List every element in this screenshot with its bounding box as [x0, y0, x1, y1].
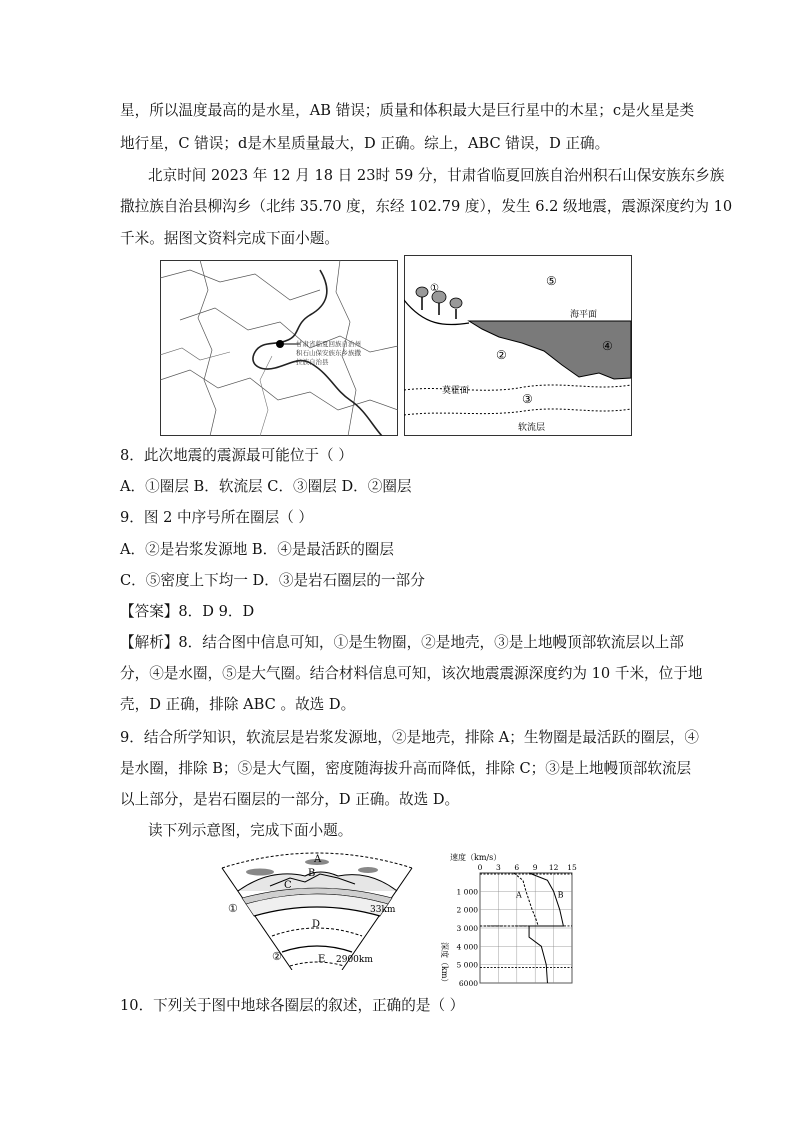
text-line-3: 北京时间 2023 年 12 月 18 日 23时 59 分，甘肃省临夏回族自治州积石山保安族东乡族	[148, 167, 725, 184]
question-9-options-cd: C．⑤密度上下均一 D．③是岩石圈层的一部分	[120, 572, 425, 589]
instruction-line: 读下列示意图，完成下面小题。	[148, 822, 353, 839]
x-tick-label: 0	[477, 863, 483, 872]
depth-2900km-label: 2900km	[336, 955, 373, 965]
epicenter-dot	[276, 340, 284, 348]
x-tick-label: 9	[532, 863, 538, 872]
analysis-line-2: 分，④是水圈，⑤是大气圈。结合材料信息可知，该次地震震源深度约为 10 千米，位于地	[120, 665, 703, 682]
earth-label-d: D	[312, 919, 321, 930]
earth-sector-figure	[220, 848, 415, 970]
asthenosphere-label: 软流层	[518, 423, 546, 433]
moho-label: 莫霍面	[442, 386, 470, 396]
y-axis-label: 深度（km）	[440, 942, 449, 986]
y-tick-label: 5 000	[456, 960, 478, 970]
text-line-5: 千米。据图文资料完成下面小题。	[120, 230, 339, 247]
earth-label-a: A	[314, 854, 322, 865]
y-tick-label: 2 000	[456, 905, 478, 915]
x-tick-label: 6	[514, 863, 520, 872]
map-label-3: 拉族自治县	[296, 358, 329, 366]
velocity-chart	[436, 846, 586, 986]
question-10: 10．下列关于图中地球各圈层的叙述，正确的是（ ）	[120, 997, 465, 1014]
y-tick-label: 1 000	[456, 887, 478, 897]
depth-33km-label: 33km	[370, 905, 396, 915]
text-line-2: 地行星，C 错误；d是木星质量最大，D 正确。综上，ABC 错误，D 正确。	[120, 135, 610, 152]
y-tick-label: 6000	[458, 979, 478, 986]
label-3: ③	[522, 392, 533, 406]
text-line-4: 撒拉族自治县柳沟乡（北纬 35.70 度，东经 102.79 度），发生 6.2 级地震，震源深度约为 10	[120, 198, 733, 215]
map-label-2: 积石山保安族东乡族撒	[296, 349, 361, 357]
label-5: ⑤	[546, 274, 557, 288]
layers-figure	[404, 255, 632, 436]
series-label-A: A	[516, 890, 522, 900]
y-tick-label: 4 000	[456, 942, 478, 952]
series-label-B: B	[557, 890, 564, 900]
analysis-line-1: 【解析】8．结合图中信息可知，①是生物圈，②是地壳，③是上地幔顶部软流层以上部	[120, 634, 684, 651]
x-tick-label: 12	[548, 863, 559, 872]
earth-label-c: C	[284, 880, 292, 891]
y-tick-label: 3 000	[456, 924, 478, 933]
label-2: ②	[496, 348, 507, 362]
text-line-1: 星，所以温度最高的是水星，AB 错误；质量和体积最大是巨行星中的木星；c是火星是类	[120, 102, 695, 119]
chart-title: 速度（km/s）	[450, 853, 502, 862]
map-label-1: 甘肃省临夏回族自治州	[296, 340, 361, 348]
analysis-line-5: 是水圈，排除 B；⑤是大气圈，密度随海拔升高而降低，排除 C；③是上地幔顶部软流层	[120, 760, 692, 777]
answer-line: 【答案】8．D 9．D	[120, 603, 255, 620]
series-line-A	[480, 873, 538, 926]
question-8-options: A．①圈层 B．软流层 C．③圈层 D．②圈层	[120, 478, 412, 495]
label-1: ①	[430, 283, 439, 294]
question-9: 9．图 2 中序号所在圈层（ ）	[120, 509, 314, 526]
label-4: ④	[602, 339, 613, 353]
analysis-line-6: 以上部分，是岩石圈层的一部分，D 正确。故选 D。	[120, 791, 460, 808]
map-figure	[160, 260, 398, 436]
question-8: 8．此次地震的震源最可能位于（ ）	[120, 447, 353, 464]
x-tick-label: 3	[496, 863, 501, 872]
question-9-options-ab: A．②是岩浆发源地 B．④是最活跃的圈层	[120, 541, 394, 558]
earth-label-2: ②	[272, 950, 282, 963]
earth-label-1: ①	[228, 902, 238, 915]
analysis-line-3: 壳，D 正确，排除 ABC 。故选 D。	[120, 696, 356, 713]
analysis-line-4: 9．结合所学知识，软流层是岩浆发源地，②是地壳，排除 A；生物圈是最活跃的圈层，④	[120, 729, 700, 746]
x-tick-label: 15	[567, 863, 577, 872]
earth-label-b: B	[308, 868, 316, 879]
earth-label-e: E	[318, 954, 326, 965]
sea-level-label: 海平面	[570, 310, 598, 320]
